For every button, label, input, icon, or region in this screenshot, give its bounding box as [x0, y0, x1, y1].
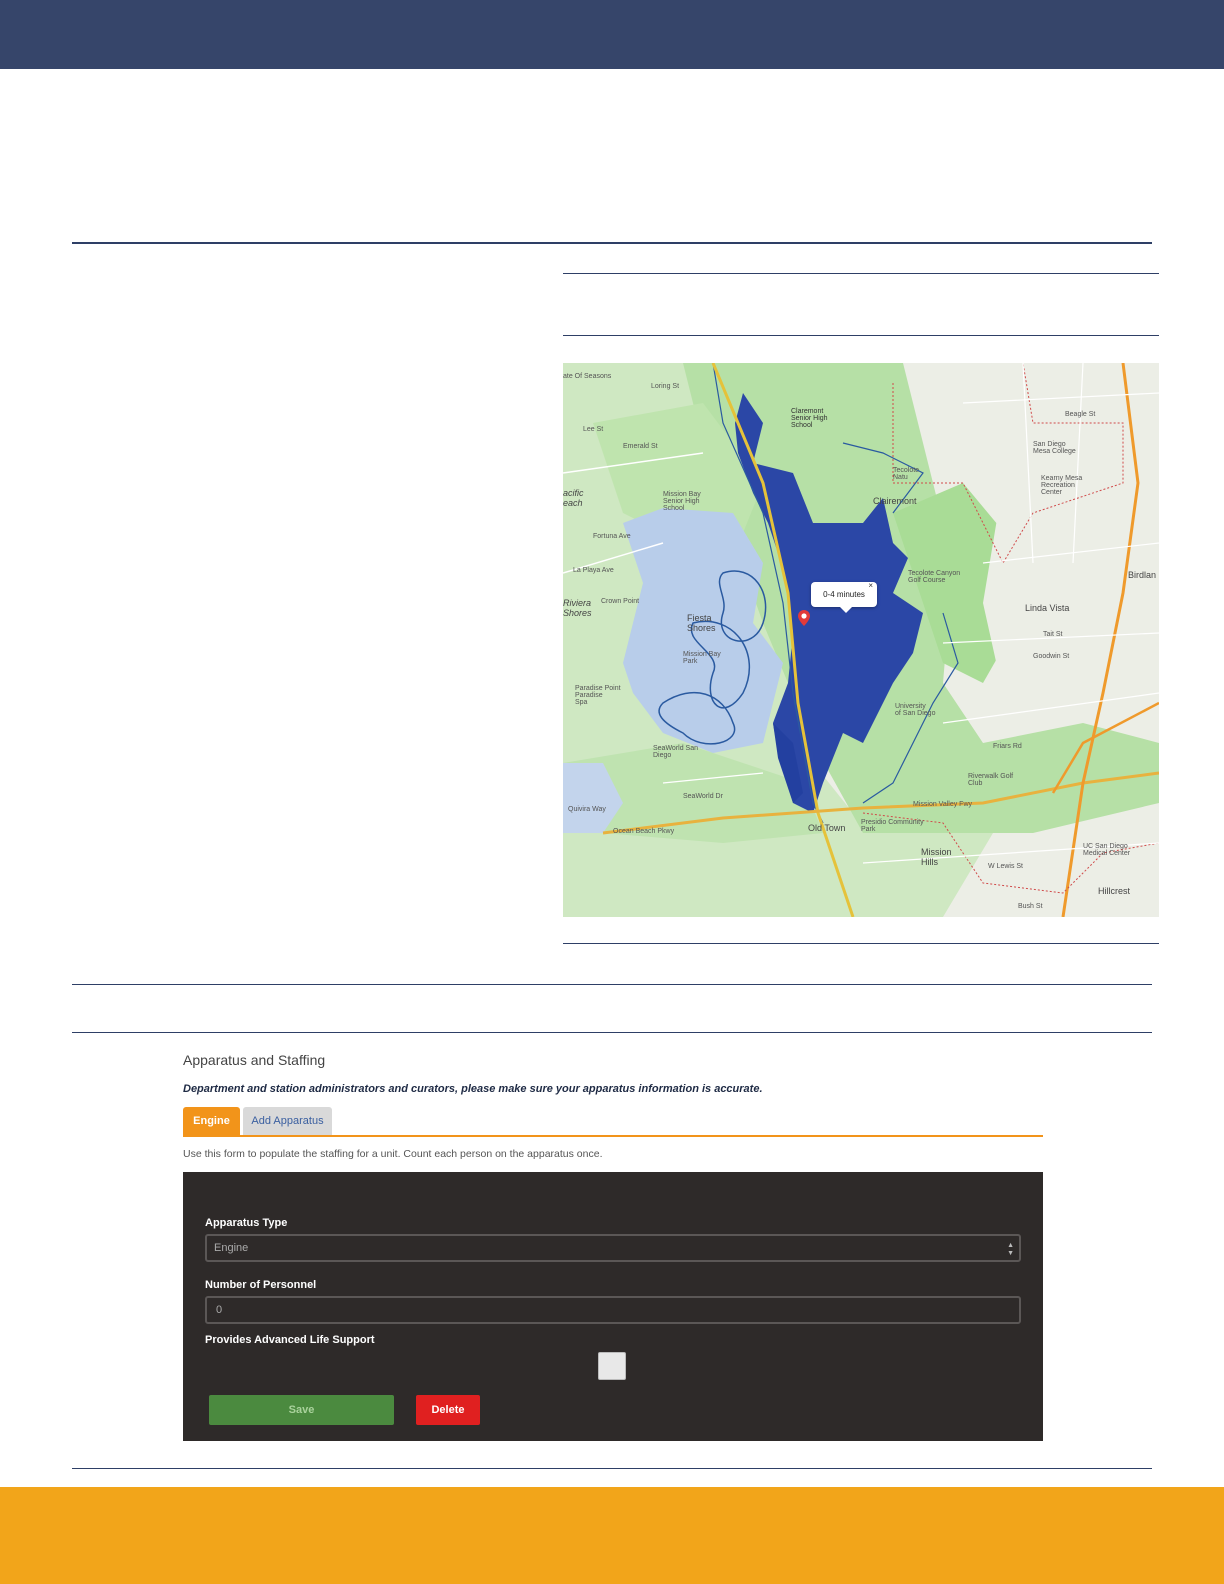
tab-engine[interactable]: Engine [183, 1107, 240, 1136]
apparatus-type-value: Engine [214, 1242, 249, 1254]
map-label-quivira: Quivira Way [568, 806, 606, 813]
personnel-label: Number of Personnel [205, 1279, 317, 1291]
map-label-seasons: ate Of Seasons [563, 373, 612, 380]
map-tooltip [811, 582, 877, 607]
map-tooltip-text: 0-4 minutes [823, 590, 865, 599]
map-label-seaworld: SeaWorld San Diego [653, 745, 699, 759]
map-label-seaworld-dr: SeaWorld Dr [683, 793, 723, 800]
map-label-riverwalk: Riverwalk Golf Club [968, 773, 1014, 787]
map-label-claremont-hs: Claremont Senior High School [791, 408, 828, 429]
tab-underline [183, 1135, 1043, 1137]
map-label-emerald: Emerald St [623, 443, 658, 450]
delete-button[interactable]: Delete [416, 1395, 480, 1425]
map-label-beagle: Beagle St [1065, 411, 1096, 418]
map-label-ucsd-medical: UC San Diego Medical Center [1083, 843, 1131, 857]
map-label-mission-hills: Mission Hills [921, 847, 952, 867]
apparatus-type-label: Apparatus Type [205, 1217, 288, 1229]
map-label-la-playa: La Playa Ave [573, 567, 614, 574]
coverage-map[interactable] [563, 363, 1159, 917]
map-label-clairemont: Clairemont [873, 496, 917, 506]
save-button[interactable]: Save [209, 1395, 394, 1425]
map-label-mission-valley-fwy: Mission Valley Fwy [913, 801, 972, 808]
section-title: Apparatus and Staffing [183, 1052, 326, 1068]
map-label-tecolote-canyon: Tecolote Canyon Golf Course [908, 570, 961, 584]
apparatus-type-select[interactable] [205, 1234, 1021, 1262]
map-label-fortuna: Fortuna Ave [593, 533, 631, 540]
divider-map-top-2 [563, 335, 1159, 336]
map-label-ocean-beach-pkwy: Ocean Beach Pkwy [613, 828, 675, 835]
map-label-riviera-shores: Riviera Shores [563, 598, 592, 618]
map-label-linda-vista: Linda Vista [1025, 603, 1070, 613]
divider-mid-2 [72, 1032, 1152, 1033]
divider-bottom [72, 1468, 1152, 1469]
header-bar [0, 0, 1224, 69]
map-pin-icon[interactable] [798, 610, 810, 626]
map-label-sd-mesa: San Diego Mesa College [1033, 441, 1076, 455]
tooltip-close-icon[interactable]: × [868, 581, 873, 590]
map-label-pacific-beach: acific each [563, 488, 584, 508]
map-label-fiesta-shores: Fiesta Shores [687, 613, 716, 633]
personnel-input[interactable] [205, 1296, 1021, 1324]
divider-map-top-1 [563, 273, 1159, 274]
map-label-mission-bay-park: Mission Bay Park [683, 651, 721, 665]
map-label-old-town: Old Town [808, 823, 846, 833]
map-label-loring: Loring St [651, 383, 680, 390]
apparatus-form [183, 1172, 1043, 1441]
section-note: Department and station administrators and curators, please make sure your apparatus information is accurate. [183, 1083, 763, 1095]
map-label-birdland: Birdlan [1128, 570, 1157, 580]
divider-map-bottom [563, 943, 1159, 944]
personnel-value: 0 [216, 1304, 223, 1316]
map-label-paradise-point: Paradise Point Paradise Spa [575, 685, 621, 706]
map-label-tait: Tait St [1043, 631, 1063, 638]
form-help-text: Use this form to populate the staffing for a unit. Count each person on the apparatus once. [183, 1148, 603, 1160]
map-label-w-lewis: W Lewis St [988, 863, 1024, 870]
map-label-presidio: Presidio Community Park [861, 819, 924, 833]
map-label-kearny-mesa: Kearny Mesa Recreation Center [1041, 475, 1083, 496]
als-label: Provides Advanced Life Support [205, 1334, 375, 1346]
map-label-tecolote: Tecolote Natu [893, 467, 920, 481]
select-arrows-icon: ▲ ▼ [1007, 1242, 1014, 1257]
map-label-mission-bay-hs: Mission Bay Senior High School [663, 491, 701, 512]
map-label-crown-point: Crown Point [601, 598, 640, 605]
map-label-university-sd: University of San Diego [895, 703, 936, 717]
map-label-lee: Lee St [583, 426, 604, 433]
map-label-hillcrest: Hillcrest [1098, 886, 1131, 896]
tab-add-apparatus[interactable]: Add Apparatus [243, 1107, 332, 1136]
footer-bar [0, 1487, 1224, 1584]
map-label-bush: Bush St [1018, 903, 1043, 910]
map-label-goodwin: Goodwin St [1033, 653, 1070, 660]
divider-mid-1 [72, 984, 1152, 985]
divider-top [72, 242, 1152, 244]
map-label-friars: Friars Rd [993, 743, 1022, 750]
als-checkbox[interactable] [598, 1352, 626, 1380]
